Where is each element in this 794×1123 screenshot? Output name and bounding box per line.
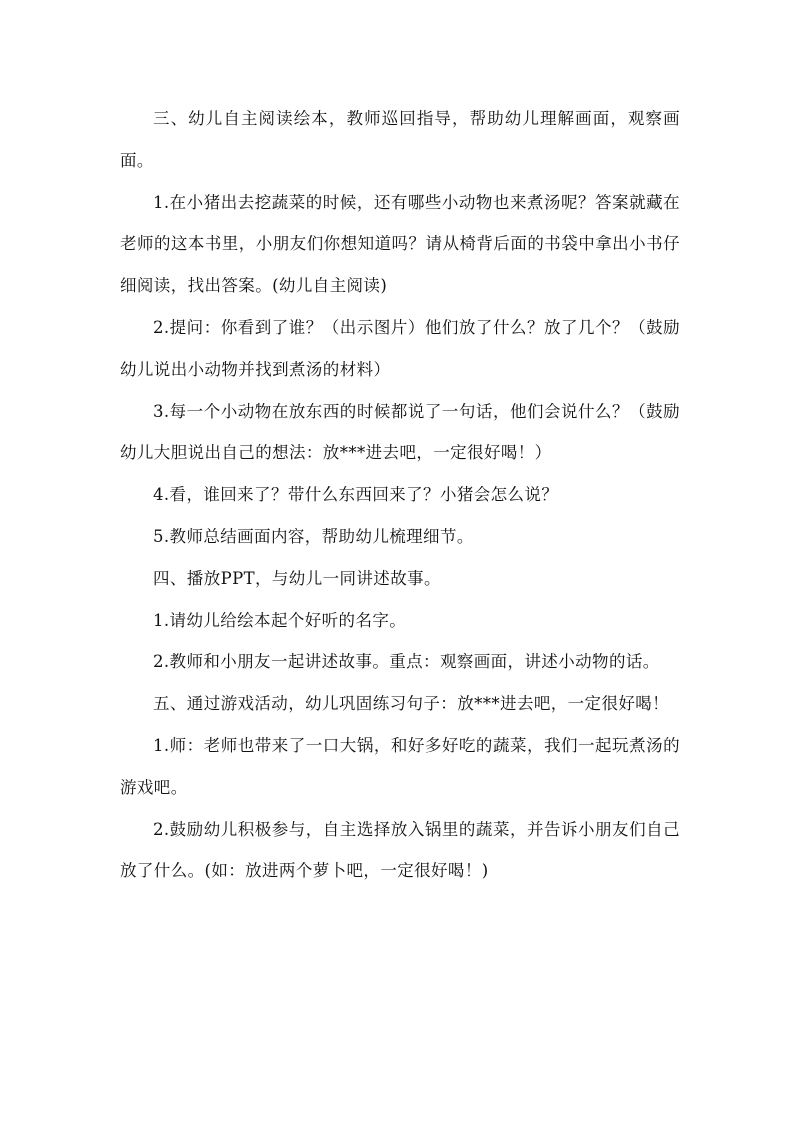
step-paragraph: 4.看，谁回来了？带什么东西回来了？小猪会怎么说？ xyxy=(153,485,559,505)
section-heading-4: 四、播放PPT，与幼儿一同讲述故事。 xyxy=(153,568,441,588)
step-paragraph: 2.鼓励幼儿积极参与，自主选择放入锅里的蔬菜，并告诉小朋友们自己放了什么。(如：放进两个萝卜吧，一定很好喝！) xyxy=(120,819,680,881)
document-body xyxy=(120,98,680,892)
step-paragraph: 5.教师总结画面内容，帮助幼儿梳理细节。 xyxy=(153,526,474,546)
step-paragraph: 2.教师和小朋友一起讲述故事。重点：观察画面，讲述小动物的话。 xyxy=(153,652,660,672)
step-paragraph: 2.提问：你看到了谁？（出示图片）他们放了什么？放了几个？（鼓励幼儿说出小动物并找到煮汤的材料） xyxy=(120,317,680,379)
step-paragraph: 3.每一个小动物在放东西的时候都说了一句话，他们会说什么？（鼓励幼儿大胆说出自己的想法：放***进去吧，一定很好喝！） xyxy=(120,401,680,463)
section-heading-5: 五、通过游戏活动，幼儿巩固练习句子：放***进去吧，一定很好喝！ xyxy=(153,694,670,714)
step-paragraph: 1.请幼儿给绘本起个好听的名字。 xyxy=(153,610,407,630)
step-paragraph: 1.师：老师也带来了一口大锅，和好多好吃的蔬菜，我们一起玩煮汤的游戏吧。 xyxy=(120,735,680,797)
step-paragraph: 1.在小猪出去挖蔬菜的时候，还有哪些小动物也来煮汤呢？答案就藏在老师的这本书里，小朋友们你想知道吗？请从椅背后面的书袋中拿出小书仔细阅读，找出答案。(幼儿自主阅读) xyxy=(120,192,680,296)
section-heading-3: 三、幼儿自主阅读绘本，教师巡回指导，帮助幼儿理解画面，观察画面。 xyxy=(120,109,680,170)
